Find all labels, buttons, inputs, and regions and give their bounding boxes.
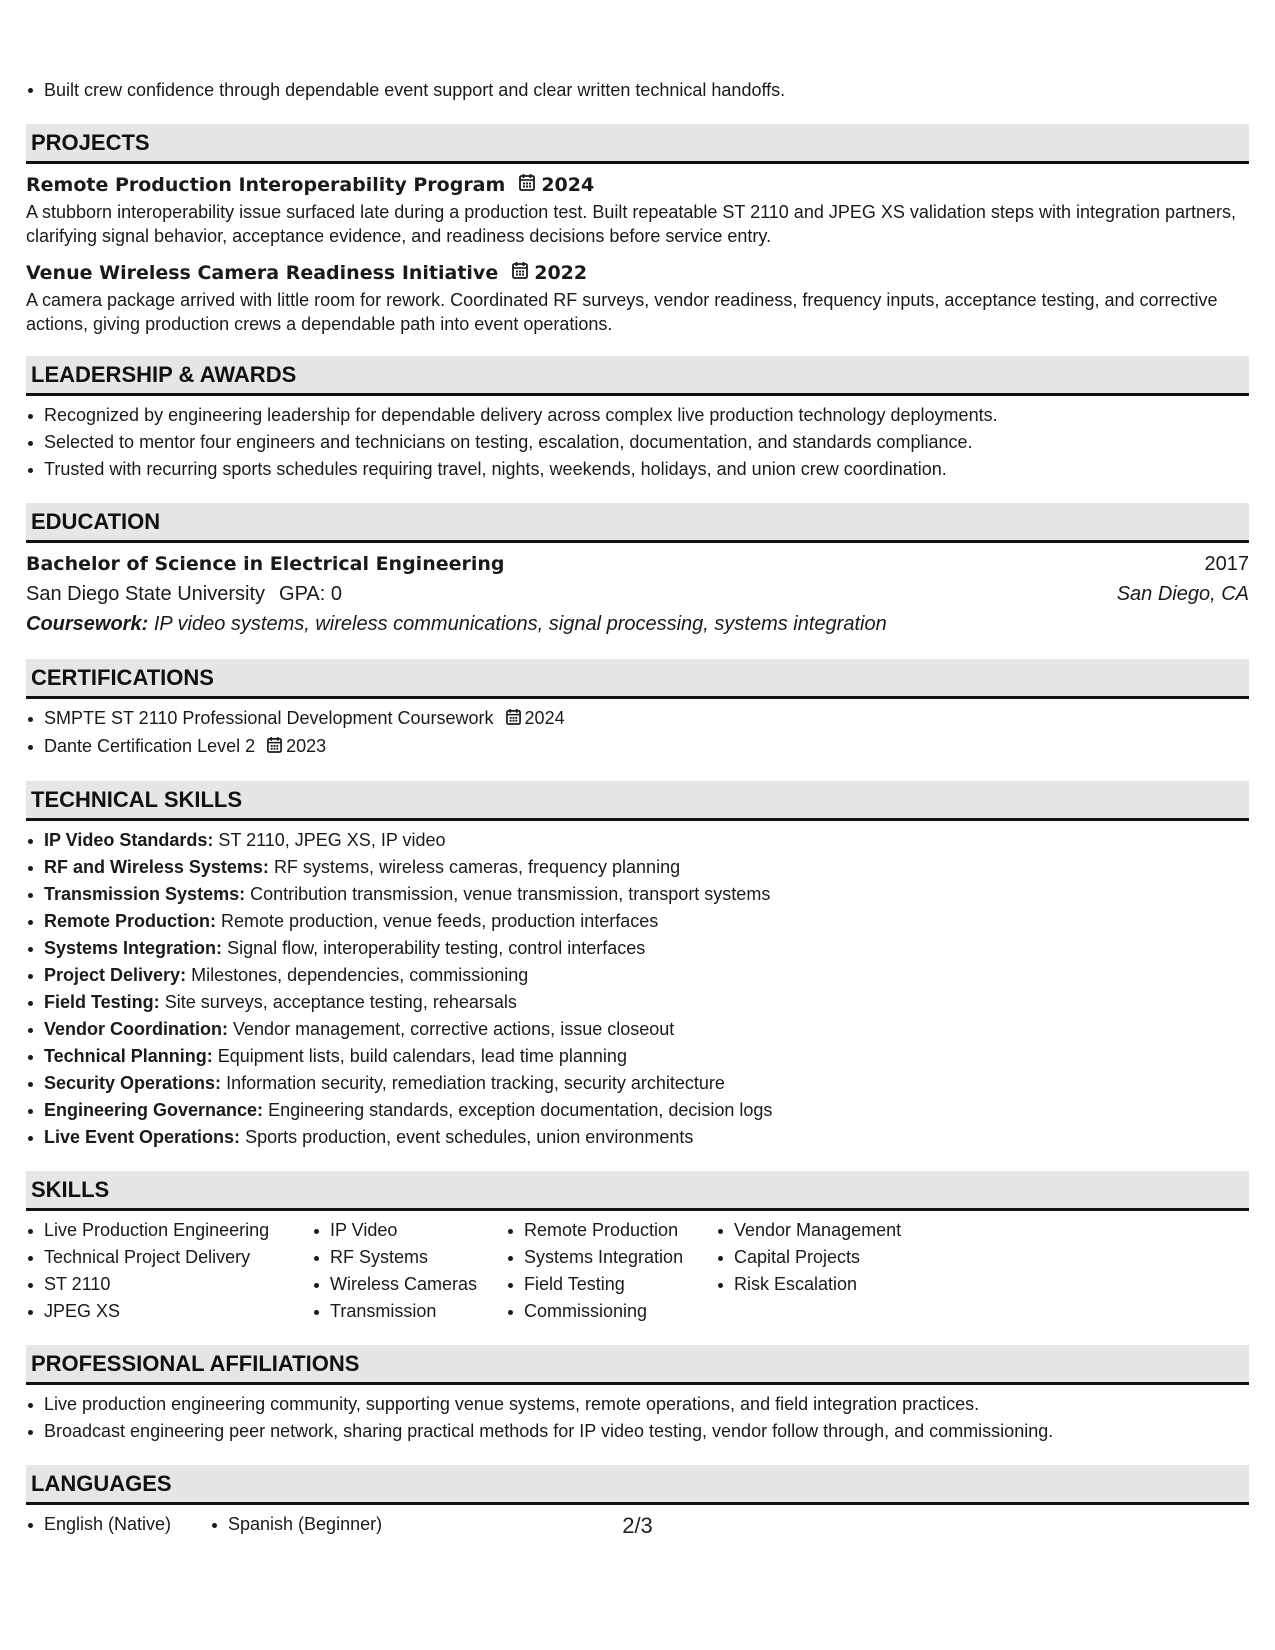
list-item: Trusted with recurring sports schedules requiring travel, nights, weekends, holidays, and union crew coordination. xyxy=(44,456,1249,483)
list-item xyxy=(44,1097,1249,1124)
list-item xyxy=(44,1124,1249,1151)
list-item: Selected to mentor four engineers and technicians on testing, escalation, documentation, and standards compliance. xyxy=(44,429,1249,456)
skill-value: Site surveys, acceptance testing, rehearsals xyxy=(164,991,517,1012)
skill-label: Vendor Coordination: xyxy=(44,1018,228,1039)
coursework-label: Coursework: xyxy=(26,613,149,635)
list-item xyxy=(44,881,1249,908)
section-heading: SKILLS xyxy=(26,1171,1249,1211)
page-number: 2/3 xyxy=(622,1513,653,1538)
projects-section xyxy=(26,124,1249,336)
list-item: Broadcast engineering peer network, sharing practical methods for IP video testing, vendor follow through, and commissioning. xyxy=(44,1418,1249,1445)
calendar-icon xyxy=(506,706,521,733)
list-item xyxy=(44,854,1249,881)
list-item xyxy=(44,935,1249,962)
section-heading: CERTIFICATIONS xyxy=(26,659,1249,699)
list-item: ST 2110 xyxy=(44,1271,304,1298)
skills-section xyxy=(26,1171,1249,1325)
list-item: Transmission xyxy=(330,1298,498,1325)
skill-label: Engineering Governance: xyxy=(44,1099,264,1120)
skill-label: Security Operations: xyxy=(44,1072,222,1093)
education-section xyxy=(26,503,1249,639)
certification-name: Dante Certification Level 2 xyxy=(44,735,256,756)
degree-title: Bachelor of Science in Electrical Engineering xyxy=(26,553,505,575)
leadership-section xyxy=(26,356,1249,483)
list-item: Live Production Engineering xyxy=(44,1217,304,1244)
skill-label: IP Video Standards: xyxy=(44,829,214,850)
skill-value: Signal flow, interoperability testing, control interfaces xyxy=(227,937,646,958)
list-item: Vendor Management xyxy=(734,1217,934,1244)
certification-name: SMPTE ST 2110 Professional Development Coursework xyxy=(44,708,494,728)
list-item: Recognized by engineering leadership for dependable delivery across complex live production technology deployments. xyxy=(44,402,1249,429)
skill-value: RF systems, wireless cameras, frequency planning xyxy=(273,856,681,877)
project-year: 2024 xyxy=(541,174,595,196)
project-title: Venue Wireless Camera Readiness Initiative xyxy=(26,262,499,284)
coursework-text: IP video systems, wireless communications, signal processing, systems integration xyxy=(153,613,887,635)
skills-column xyxy=(716,1217,934,1325)
gpa: GPA: 0 xyxy=(279,583,343,605)
calendar-icon xyxy=(267,734,282,761)
technical-skills-section xyxy=(26,781,1249,1151)
school-location: San Diego, CA xyxy=(1116,583,1249,605)
list-item: Commissioning xyxy=(524,1298,708,1325)
list-item xyxy=(44,1043,1249,1070)
list-item xyxy=(44,908,1249,935)
list-item xyxy=(44,827,1249,854)
list-item: IP Video xyxy=(330,1217,498,1244)
list-item: Live production engineering community, supporting venue systems, remote operations, and field integration practices. xyxy=(44,1391,1249,1418)
certification-year: 2023 xyxy=(286,735,327,756)
certifications-section xyxy=(26,659,1249,761)
skill-value: Contribution transmission, venue transmission, transport systems xyxy=(250,883,771,904)
certification-item xyxy=(44,705,1249,733)
project-description: A camera package arrived with little room for rework. Coordinated RF surveys, vendor readiness, frequency inputs, acceptance testing, and corrective actions, giving production crews a dependable path into event operations. xyxy=(26,290,1218,334)
skills-column xyxy=(506,1217,708,1325)
skill-value: Milestones, dependencies, commissioning xyxy=(191,964,529,985)
skill-value: Equipment lists, build calendars, lead time planning xyxy=(217,1045,627,1066)
project-item xyxy=(26,258,1249,336)
skill-label: Live Event Operations: xyxy=(44,1126,241,1147)
section-heading: TECHNICAL SKILLS xyxy=(26,781,1249,821)
skills-column xyxy=(26,1217,304,1325)
affiliations-section xyxy=(26,1345,1249,1445)
skill-value: Information security, remediation tracking, security architecture xyxy=(226,1072,725,1093)
list-item: Capital Projects xyxy=(734,1244,934,1271)
list-item: Risk Escalation xyxy=(734,1271,934,1298)
skill-value: Vendor management, corrective actions, issue closeout xyxy=(233,1018,675,1039)
calendar-icon xyxy=(512,258,528,288)
skill-label: Field Testing: xyxy=(44,991,160,1012)
section-heading: EDUCATION xyxy=(26,503,1249,543)
project-year: 2022 xyxy=(534,262,588,284)
list-item: Built crew confidence through dependable event support and clear written technical handoffs. xyxy=(44,76,1249,104)
list-item: Technical Project Delivery xyxy=(44,1244,304,1271)
project-description: A stubborn interoperability issue surfaced late during a production test. Built repeatable ST 2110 and JPEG XS validation steps with integration partners, clarifying signal behavior, acceptance evidence, and readiness decisions before service entry. xyxy=(26,202,1237,246)
skill-value: ST 2110, JPEG XS, IP video xyxy=(218,829,446,850)
experience-continued-list xyxy=(26,76,1249,104)
skills-column xyxy=(312,1217,498,1325)
graduation-year: 2017 xyxy=(1204,553,1249,575)
skill-label: Remote Production: xyxy=(44,910,217,931)
list-item xyxy=(44,1070,1249,1097)
skill-label: Systems Integration: xyxy=(44,937,223,958)
skill-label: Technical Planning: xyxy=(44,1045,213,1066)
list-item: English (Native) xyxy=(44,1511,204,1538)
list-item: JPEG XS xyxy=(44,1298,304,1325)
certification-year: 2024 xyxy=(524,708,565,728)
section-heading: PROJECTS xyxy=(26,124,1249,164)
list-item: RF Systems xyxy=(330,1244,498,1271)
certification-item xyxy=(44,733,1249,761)
skill-value: Remote production, venue feeds, production interfaces xyxy=(221,910,659,931)
project-item xyxy=(26,170,1249,248)
list-item: Wireless Cameras xyxy=(330,1271,498,1298)
list-item xyxy=(44,1016,1249,1043)
skill-value: Sports production, event schedules, union environments xyxy=(245,1126,694,1147)
section-heading: LANGUAGES xyxy=(26,1465,1249,1505)
school-name: San Diego State University xyxy=(26,583,266,605)
skill-label: Project Delivery: xyxy=(44,964,187,985)
list-item xyxy=(44,962,1249,989)
section-heading: LEADERSHIP & AWARDS xyxy=(26,356,1249,396)
skill-value: Engineering standards, exception documentation, decision logs xyxy=(268,1099,773,1120)
skill-label: Transmission Systems: xyxy=(44,883,246,904)
list-item: Remote Production xyxy=(524,1217,708,1244)
list-item: Systems Integration xyxy=(524,1244,708,1271)
list-item: Field Testing xyxy=(524,1271,708,1298)
skill-label: RF and Wireless Systems: xyxy=(44,856,269,877)
project-title: Remote Production Interoperability Program xyxy=(26,174,506,196)
list-item: Spanish (Beginner) xyxy=(228,1511,382,1538)
list-item xyxy=(44,989,1249,1016)
section-heading: PROFESSIONAL AFFILIATIONS xyxy=(26,1345,1249,1385)
calendar-icon xyxy=(519,170,535,200)
